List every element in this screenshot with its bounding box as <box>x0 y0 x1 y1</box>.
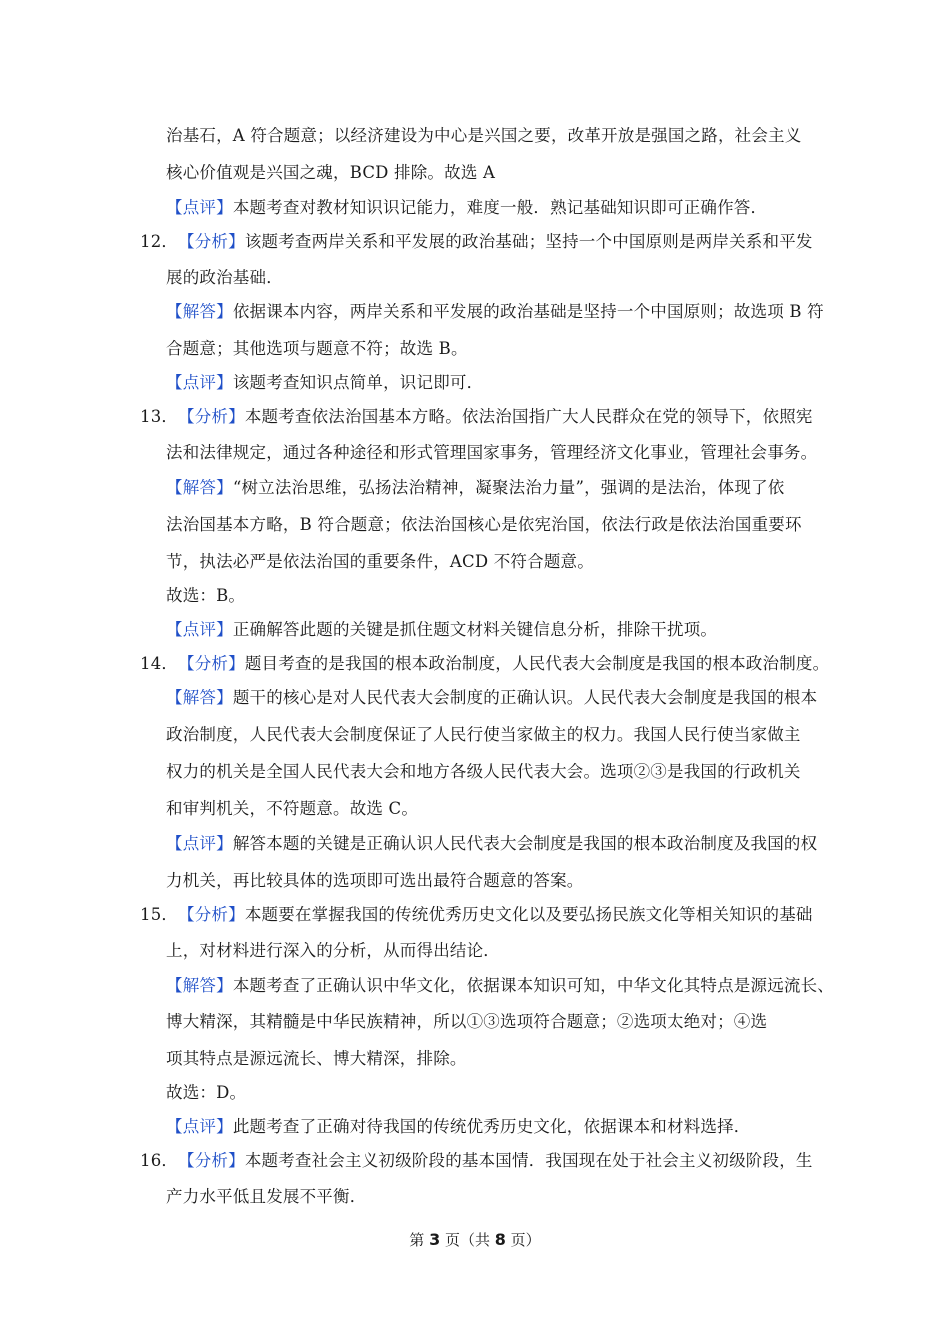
answer-tag: 【解答】 <box>166 478 233 497</box>
question-16-analysis: 16．【分析】本题考查社会主义初级阶段的基本国情．我国现在处于社会主义初级阶段，生 <box>140 1151 813 1170</box>
text-line: 法治国基本方略，B 符合题意；依法治国核心是依宪治国，依法行政是依法治国重要环 <box>166 515 802 534</box>
comment-tag: 【点评】 <box>166 1117 233 1136</box>
text-line: 治基石，A 符合题意；以经济建设为中心是兴国之要，改革开放是强国之路，社会主义 <box>166 126 802 145</box>
comment-line: 【点评】正确解答此题的关键是抓住题文材料关键信息分析，排除干扰项。 <box>166 620 718 639</box>
analysis-tag: 【分析】 <box>178 407 245 426</box>
question-number: 14． <box>140 654 179 673</box>
text-line: 博大精深，其精髓是中华民族精神，所以①③选项符合题意；②选项太绝对；④选 <box>166 1012 768 1031</box>
comment-tag: 【点评】 <box>166 620 233 639</box>
answer-tag: 【解答】 <box>166 302 233 321</box>
page-footer: 第 3 页（共 8 页） <box>409 1230 541 1249</box>
question-number: 15． <box>140 905 179 924</box>
text-line: 节，执法必严是依法治国的重要条件，ACD 不符合题意。 <box>166 552 594 571</box>
text-line: 合题意；其他选项与题意不符；故选 B。 <box>166 339 468 358</box>
total-page-number: 8 <box>494 1230 506 1249</box>
text-line: 项其特点是源远流长、博大精深，排除。 <box>166 1049 467 1068</box>
question-number: 16． <box>140 1151 179 1170</box>
question-12-analysis: 12．【分析】该题考查两岸关系和平发展的政治基础；坚持一个中国原则是两岸关系和平发 <box>140 232 813 251</box>
text-line: 故选：D。 <box>166 1083 247 1102</box>
text-line: 法和法律规定，通过各种途径和形式管理国家事务，管理经济文化事业，管理社会事务。 <box>166 443 818 462</box>
answer-line: 【解答】本题考查了正确认识中华文化，依据课本知识可知，中华文化其特点是源远流长、 <box>166 976 835 995</box>
question-14-analysis: 14．【分析】题目考查的是我国的根本政治制度，人民代表大会制度是我国的根本政治制度。 <box>140 654 830 673</box>
text-line: 故选：B。 <box>166 586 246 605</box>
comment-line: 【点评】此题考查了正确对待我国的传统优秀历史文化，依据课本和材料选择． <box>166 1117 751 1136</box>
analysis-tag: 【分析】 <box>178 905 245 924</box>
text-line: 政治制度，人民代表大会制度保证了人民行使当家做主的权力。我国人民行使当家做主 <box>166 725 801 744</box>
question-number: 12． <box>140 232 179 251</box>
answer-line: 【解答】依据课本内容，两岸关系和平发展的政治基础是坚持一个中国原则；故选项 B 符 <box>166 302 824 321</box>
comment-tag: 【点评】 <box>166 373 233 392</box>
analysis-tag: 【分析】 <box>178 654 245 673</box>
text-line: 产力水平低且发展不平衡． <box>166 1187 367 1206</box>
comment-line: 【点评】本题考查对教材知识识记能力，难度一般．熟记基础知识即可正确作答． <box>166 198 768 217</box>
answer-line: 【解答】“树立法治思维，弘扬法治精神，凝聚法治力量”，强调的是法治，体现了依 <box>166 478 785 497</box>
answer-line: 【解答】题干的核心是对人民代表大会制度的正确认识。人民代表大会制度是我国的根本 <box>166 688 818 707</box>
comment-line: 【点评】该题考查知识点简单，识记即可． <box>166 373 484 392</box>
text-line: 力机关，再比较具体的选项即可选出最符合题意的答案。 <box>166 871 584 890</box>
text-line: 上，对材料进行深入的分析，从而得出结论． <box>166 941 500 960</box>
text-line: 展的政治基础． <box>166 268 283 287</box>
comment-tag: 【点评】 <box>166 834 233 853</box>
answer-tag: 【解答】 <box>166 688 233 707</box>
question-15-analysis: 15．【分析】本题要在掌握我国的传统优秀历史文化以及要弘扬民族文化等相关知识的基础 <box>140 905 813 924</box>
comment-tag: 【点评】 <box>166 198 233 217</box>
current-page-number: 3 <box>429 1230 441 1249</box>
answer-tag: 【解答】 <box>166 976 233 995</box>
text-line: 核心价值观是兴国之魂，BCD 排除。故选 A <box>166 163 496 182</box>
question-number: 13． <box>140 407 179 426</box>
text-line: 权力的机关是全国人民代表大会和地方各级人民代表大会。选项②③是我国的行政机关 <box>166 762 801 781</box>
comment-line: 【点评】解答本题的关键是正确认识人民代表大会制度是我国的根本政治制度及我国的权 <box>166 834 818 853</box>
analysis-tag: 【分析】 <box>178 232 245 251</box>
analysis-tag: 【分析】 <box>178 1151 245 1170</box>
question-13-analysis: 13．【分析】本题考查依法治国基本方略。依法治国指广大人民群众在党的领导下，依照宪 <box>140 407 813 426</box>
text-line: 和审判机关，不符题意。故选 C。 <box>166 799 419 818</box>
